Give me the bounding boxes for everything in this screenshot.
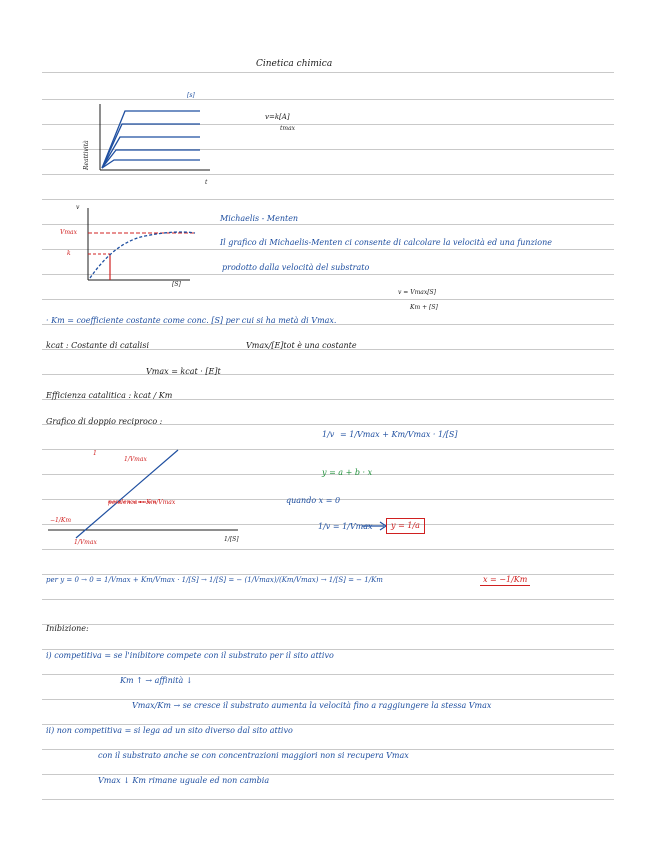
inhibition-line-6: Vmax ↓ Km rimane uguale ed non cambia [98,776,270,785]
x-intercept-derivation: per y = 0 → 0 = 1/Vmax + Km/Vmax · 1/[S] → 1/[S] = − (1/Vmax)/(Km/Vmax) → 1/[S] = − 1/Km [46,576,383,584]
fig3-label-b: 1/Vmax [124,456,147,463]
fig3-label-c: pendenza = Km/Vmax [108,499,176,506]
inhibition-line-1: i) competitiva = se l'inibitore compete con il substrato per il sito attivo [46,651,334,660]
fig2-y-label: v [76,204,80,211]
inhibition-line-2: Km ↑ → affinità ↓ [120,676,193,685]
fig1-note-line1: v=k[A] [265,113,290,121]
fig2-x-label: [S] [172,281,181,288]
fig1-units-top: [s] [187,92,195,99]
section-label: Michaelis - Menten [220,214,299,223]
reciprocal-vmax: 1/v = 1/Vmax [318,522,373,531]
double-reciprocal-heading: Grafico di doppio reciproco : [46,417,163,426]
fig2-vmax-label: Vmax [60,229,77,236]
ruled-line [42,599,614,600]
inhibition-line-3: Vmax/Km → se cresce il substrato aumenta la velocità fino a raggiungere la stessa Vmax [132,701,492,710]
kcat-note: Vmax/[E]tot è una costante [246,341,357,350]
inhibition-line-4: ii) non competitiva = si lega ad un sito diverso dal sito attivo [46,726,293,735]
ruled-line [42,624,614,625]
ruled-line [42,749,614,750]
ruled-line [42,299,614,300]
y-intercept-box: y = 1/a [386,518,425,534]
michaelis-menten-graph [60,200,210,290]
para1-line2: prodotto dalla velocità del substrato [222,263,370,272]
fig1-y-label: Reattività [83,140,90,170]
para1-line1: Il grafico di Michaelis-Menten ci consente di calcolare la velocità ed una funzione [220,238,553,247]
ruled-line [42,374,614,375]
ruled-line [42,774,614,775]
inhibition-line-5: con il substrato anche se con concentrazioni maggiori non si recupera Vmax [98,751,409,760]
fig2-half-label: k [67,250,71,257]
fig3-label-e: 1/Vmax [74,539,97,546]
formula-small-bottom: Km + [S] [410,304,438,311]
catalytic-efficiency: Efficienza catalitica : kcat / Km [46,391,173,400]
km-definition: · Km = coefficiente costante come conc. [S] per cui si ha metà di Vmax. [46,316,337,325]
kcat-definition: kcat : Costante di catalisi [46,341,150,350]
inhibition-heading: Inibizione: [46,624,89,633]
ruled-line [42,649,614,650]
ruled-line [42,72,614,73]
ruled-line [42,724,614,725]
lb-equation-rhs: = 1/Vmax + Km/Vmax · 1/[S] [340,430,458,439]
fig1-note-line2: tmax [280,125,296,132]
vmax-equation: Vmax = kcat · [E]t [146,367,221,376]
linear-form: y = a + b · x [322,468,373,477]
fig3-label-a: 1 [93,450,97,457]
page-title: Cinetica chimica [256,59,333,69]
double-reciprocal-graph [48,440,248,550]
lb-equation-lhs: 1/v [322,430,335,439]
fig3-label-d: −1/Km [50,517,72,524]
x-intercept-result: x = −1/Km [480,575,530,586]
when-x-zero: quando x = 0 [286,496,341,505]
ruled-line [42,674,614,675]
fig1-units-bottom: t [205,179,208,186]
ruled-line [42,699,614,700]
ruled-line [42,799,614,800]
fig3-x-label: 1/[S] [224,536,239,543]
reactivity-graph [80,88,240,188]
formula-small-top: v = Vmax[S] [398,289,437,296]
